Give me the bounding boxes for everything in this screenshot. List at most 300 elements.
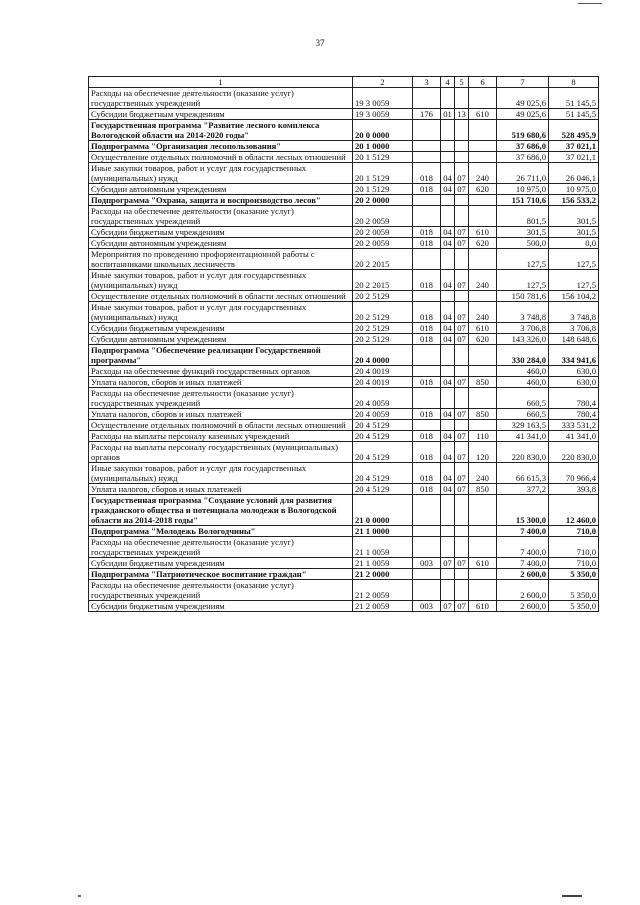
expense-type-cell bbox=[469, 388, 497, 409]
department-code-cell: 018 bbox=[413, 377, 441, 388]
expense-type-cell bbox=[469, 141, 497, 152]
target-article-cell: 20 2 5129 bbox=[353, 302, 413, 323]
expense-type-cell: 610 bbox=[469, 558, 497, 569]
subsection-code-cell: 07 bbox=[455, 463, 469, 484]
expense-type-cell bbox=[469, 152, 497, 163]
expense-name-cell: Субсидии автономным учреждениям bbox=[89, 334, 353, 345]
table-row bbox=[89, 388, 599, 409]
scan-mark-bottom-left bbox=[78, 895, 81, 897]
table-row bbox=[89, 195, 599, 206]
section-code-cell: 04 bbox=[441, 442, 455, 463]
subsection-code-cell: 07 bbox=[455, 484, 469, 495]
expense-type-cell bbox=[469, 537, 497, 558]
amount-year2-cell: 301,5 bbox=[549, 206, 599, 227]
subsection-code-cell: 07 bbox=[455, 227, 469, 238]
amount-year2-cell: 780,4 bbox=[549, 409, 599, 420]
expense-name-cell: Осуществление отдельных полномочий в области лесных отношений bbox=[89, 152, 353, 163]
expense-type-cell: 240 bbox=[469, 463, 497, 484]
expense-type-cell bbox=[469, 580, 497, 601]
expense-name-cell: Подпрограмма "Патриотическое воспитание граждан" bbox=[89, 569, 353, 580]
table-row bbox=[89, 120, 599, 141]
table-row bbox=[89, 163, 599, 184]
amount-year2-cell: 630,0 bbox=[549, 377, 599, 388]
department-code-cell bbox=[413, 580, 441, 601]
target-article-cell: 20 2 0059 bbox=[353, 206, 413, 227]
target-article-cell: 20 1 0000 bbox=[353, 141, 413, 152]
amount-year2-cell: 41 341,0 bbox=[549, 431, 599, 442]
header-cell: 4 bbox=[441, 77, 455, 88]
expense-type-cell bbox=[469, 420, 497, 431]
department-code-cell bbox=[413, 206, 441, 227]
expense-name-cell: Подпрограмма "Молодежь Вологодчины" bbox=[89, 526, 353, 537]
subsection-code-cell bbox=[455, 537, 469, 558]
expense-name-cell: Осуществление отдельных полномочий в области лесных отношений bbox=[89, 291, 353, 302]
table-row bbox=[89, 463, 599, 484]
department-code-cell bbox=[413, 291, 441, 302]
subsection-code-cell: 07 bbox=[455, 184, 469, 195]
section-code-cell bbox=[441, 420, 455, 431]
header-cell: 5 bbox=[455, 77, 469, 88]
amount-year1-cell: 37 686,0 bbox=[497, 141, 549, 152]
amount-year1-cell: 660,5 bbox=[497, 388, 549, 409]
target-article-cell: 20 4 0019 bbox=[353, 377, 413, 388]
scan-mark-bottom bbox=[562, 895, 582, 897]
expense-type-cell: 850 bbox=[469, 484, 497, 495]
target-article-cell: 21 0 0000 bbox=[353, 495, 413, 526]
expense-name-cell: Подпрограмма "Обеспечение реализации Государственной программы" bbox=[89, 345, 353, 366]
department-code-cell bbox=[413, 495, 441, 526]
table-row bbox=[89, 302, 599, 323]
amount-year2-cell: 127,5 bbox=[549, 249, 599, 270]
amount-year1-cell: 301,5 bbox=[497, 227, 549, 238]
target-article-cell: 20 2 2015 bbox=[353, 270, 413, 291]
department-code-cell bbox=[413, 120, 441, 141]
target-article-cell: 21 2 0000 bbox=[353, 569, 413, 580]
expense-name-cell: Расходы на обеспечение деятельности (оказание услуг) государственных учреждений bbox=[89, 206, 353, 227]
department-code-cell bbox=[413, 537, 441, 558]
expense-type-cell bbox=[469, 206, 497, 227]
expense-name-cell: Подпрограмма "Организация лесопользования" bbox=[89, 141, 353, 152]
department-code-cell bbox=[413, 345, 441, 366]
target-article-cell: 20 4 0059 bbox=[353, 388, 413, 409]
table-row bbox=[89, 141, 599, 152]
amount-year1-cell: 500,0 bbox=[497, 238, 549, 249]
expense-type-cell bbox=[469, 291, 497, 302]
subsection-code-cell: 07 bbox=[455, 270, 469, 291]
amount-year2-cell: 5 350,0 bbox=[549, 580, 599, 601]
target-article-cell: 21 2 0059 bbox=[353, 580, 413, 601]
amount-year2-cell: 3 748,8 bbox=[549, 302, 599, 323]
expense-type-cell: 110 bbox=[469, 431, 497, 442]
amount-year1-cell: 330 284,0 bbox=[497, 345, 549, 366]
department-code-cell bbox=[413, 249, 441, 270]
target-article-cell: 20 2 0000 bbox=[353, 195, 413, 206]
target-article-cell: 20 2 0059 bbox=[353, 227, 413, 238]
expense-type-cell bbox=[469, 195, 497, 206]
amount-year2-cell: 5 350,0 bbox=[549, 601, 599, 612]
target-article-cell: 21 1 0000 bbox=[353, 526, 413, 537]
table-row bbox=[89, 291, 599, 302]
department-code-cell: 018 bbox=[413, 323, 441, 334]
subsection-code-cell bbox=[455, 195, 469, 206]
table-row bbox=[89, 206, 599, 227]
section-code-cell bbox=[441, 580, 455, 601]
header-cell: 1 bbox=[89, 77, 353, 88]
amount-year1-cell: 329 163,5 bbox=[497, 420, 549, 431]
amount-year1-cell: 2 600,0 bbox=[497, 601, 549, 612]
page-number: 37 bbox=[315, 38, 325, 48]
amount-year1-cell: 151 710,6 bbox=[497, 195, 549, 206]
expense-name-cell: Расходы на обеспечение деятельности (оказание услуг) государственных учреждений bbox=[89, 88, 353, 109]
table-row bbox=[89, 420, 599, 431]
amount-year1-cell: 150 781,6 bbox=[497, 291, 549, 302]
expense-name-cell: Субсидии автономным учреждениям bbox=[89, 238, 353, 249]
subsection-code-cell bbox=[455, 388, 469, 409]
amount-year2-cell: 5 350,0 bbox=[549, 569, 599, 580]
table-row bbox=[89, 569, 599, 580]
expense-name-cell: Расходы на обеспечение деятельности (оказание услуг) государственных учреждений bbox=[89, 388, 353, 409]
expense-name-cell: Иные закупки товаров, работ и услуг для государственных (муниципальных) нужд bbox=[89, 302, 353, 323]
amount-year1-cell: 10 975,0 bbox=[497, 184, 549, 195]
table-row bbox=[89, 323, 599, 334]
table-row bbox=[89, 109, 599, 120]
target-article-cell: 20 2 5129 bbox=[353, 291, 413, 302]
department-code-cell bbox=[413, 141, 441, 152]
department-code-cell: 018 bbox=[413, 409, 441, 420]
expense-name-cell: Уплата налогов, сборов и иных платежей bbox=[89, 484, 353, 495]
amount-year2-cell: 780,4 bbox=[549, 388, 599, 409]
subsection-code-cell: 07 bbox=[455, 238, 469, 249]
section-code-cell bbox=[441, 495, 455, 526]
table-row bbox=[89, 345, 599, 366]
subsection-code-cell: 07 bbox=[455, 377, 469, 388]
amount-year1-cell: 15 300,0 bbox=[497, 495, 549, 526]
amount-year1-cell: 460,0 bbox=[497, 377, 549, 388]
table-row bbox=[89, 249, 599, 270]
target-article-cell: 20 4 0019 bbox=[353, 366, 413, 377]
amount-year2-cell: 0,0 bbox=[549, 238, 599, 249]
department-code-cell: 018 bbox=[413, 238, 441, 249]
amount-year1-cell: 37 686,0 bbox=[497, 152, 549, 163]
section-code-cell: 04 bbox=[441, 431, 455, 442]
table-row bbox=[89, 601, 599, 612]
section-code-cell bbox=[441, 291, 455, 302]
amount-year1-cell: 7 400,0 bbox=[497, 537, 549, 558]
section-code-cell: 04 bbox=[441, 334, 455, 345]
amount-year2-cell: 12 460,0 bbox=[549, 495, 599, 526]
expense-type-cell: 850 bbox=[469, 377, 497, 388]
section-code-cell bbox=[441, 569, 455, 580]
section-code-cell: 04 bbox=[441, 302, 455, 323]
expense-name-cell: Государственная программа "Развитие лесного комплекса Вологодской области на 2014-2020 годы" bbox=[89, 120, 353, 141]
scan-mark-top bbox=[578, 0, 602, 4]
expense-type-cell bbox=[469, 526, 497, 537]
subsection-code-cell bbox=[455, 366, 469, 377]
department-code-cell: 018 bbox=[413, 227, 441, 238]
section-code-cell: 04 bbox=[441, 270, 455, 291]
subsection-code-cell bbox=[455, 249, 469, 270]
department-code-cell: 018 bbox=[413, 163, 441, 184]
amount-year1-cell: 7 400,0 bbox=[497, 558, 549, 569]
subsection-code-cell: 07 bbox=[455, 442, 469, 463]
subsection-code-cell: 07 bbox=[455, 558, 469, 569]
amount-year1-cell: 127,5 bbox=[497, 270, 549, 291]
expense-name-cell: Осуществление отдельных полномочий в области лесных отношений bbox=[89, 420, 353, 431]
section-code-cell bbox=[441, 120, 455, 141]
amount-year2-cell: 710,0 bbox=[549, 558, 599, 569]
target-article-cell: 20 4 0000 bbox=[353, 345, 413, 366]
header-cell: 2 bbox=[353, 77, 413, 88]
expense-name-cell: Государственная программа "Создание условий для развития гражданского общества и потенциала молодежи в Вологодской области на 2014-2018 годы" bbox=[89, 495, 353, 526]
amount-year2-cell: 334 941,6 bbox=[549, 345, 599, 366]
section-code-cell: 04 bbox=[441, 163, 455, 184]
amount-year1-cell: 3 748,8 bbox=[497, 302, 549, 323]
department-code-cell bbox=[413, 152, 441, 163]
expense-type-cell bbox=[469, 569, 497, 580]
section-code-cell: 04 bbox=[441, 184, 455, 195]
department-code-cell: 018 bbox=[413, 302, 441, 323]
subsection-code-cell: 07 bbox=[455, 334, 469, 345]
amount-year1-cell: 220 830,0 bbox=[497, 442, 549, 463]
header-cell: 8 bbox=[549, 77, 599, 88]
subsection-code-cell bbox=[455, 345, 469, 366]
table-row bbox=[89, 152, 599, 163]
target-article-cell: 20 4 5129 bbox=[353, 420, 413, 431]
subsection-code-cell bbox=[455, 88, 469, 109]
department-code-cell: 018 bbox=[413, 463, 441, 484]
subsection-code-cell: 07 bbox=[455, 431, 469, 442]
amount-year2-cell: 528 495,9 bbox=[549, 120, 599, 141]
target-article-cell: 20 4 5129 bbox=[353, 463, 413, 484]
expense-type-cell: 240 bbox=[469, 270, 497, 291]
subsection-code-cell bbox=[455, 291, 469, 302]
table-row bbox=[89, 409, 599, 420]
target-article-cell: 20 4 5129 bbox=[353, 442, 413, 463]
table-body bbox=[89, 77, 599, 612]
section-code-cell bbox=[441, 141, 455, 152]
table-row bbox=[89, 88, 599, 109]
target-article-cell: 20 1 5129 bbox=[353, 163, 413, 184]
amount-year1-cell: 2 600,0 bbox=[497, 569, 549, 580]
department-code-cell: 018 bbox=[413, 334, 441, 345]
expense-name-cell: Уплата налогов, сборов и иных платежей bbox=[89, 377, 353, 388]
expense-name-cell: Субсидии бюджетным учреждениям bbox=[89, 323, 353, 334]
expense-type-cell: 610 bbox=[469, 109, 497, 120]
department-code-cell bbox=[413, 195, 441, 206]
subsection-code-cell bbox=[455, 120, 469, 141]
expense-name-cell: Мероприятия по проведению профориентационной работы с воспитанниками школьных лесничеств bbox=[89, 249, 353, 270]
amount-year2-cell: 220 830,0 bbox=[549, 442, 599, 463]
amount-year1-cell: 7 400,0 bbox=[497, 526, 549, 537]
table-row bbox=[89, 334, 599, 345]
department-code-cell: 018 bbox=[413, 184, 441, 195]
department-code-cell bbox=[413, 569, 441, 580]
section-code-cell bbox=[441, 195, 455, 206]
amount-year2-cell: 156 533,2 bbox=[549, 195, 599, 206]
amount-year1-cell: 41 341,0 bbox=[497, 431, 549, 442]
expense-type-cell: 620 bbox=[469, 334, 497, 345]
target-article-cell: 21 1 0059 bbox=[353, 537, 413, 558]
table-header-row bbox=[89, 77, 599, 88]
expense-type-cell bbox=[469, 495, 497, 526]
amount-year2-cell: 10 975,0 bbox=[549, 184, 599, 195]
target-article-cell: 19 3 0059 bbox=[353, 88, 413, 109]
amount-year2-cell: 51 145,5 bbox=[549, 109, 599, 120]
expense-name-cell: Расходы на выплаты персоналу казенных учреждений bbox=[89, 431, 353, 442]
table-row bbox=[89, 366, 599, 377]
amount-year2-cell: 26 046,1 bbox=[549, 163, 599, 184]
amount-year1-cell: 49 025,6 bbox=[497, 88, 549, 109]
target-article-cell: 20 2 2015 bbox=[353, 249, 413, 270]
amount-year2-cell: 70 966,4 bbox=[549, 463, 599, 484]
expense-name-cell: Расходы на обеспечение деятельности (оказание услуг) государственных учреждений bbox=[89, 537, 353, 558]
amount-year1-cell: 519 680,6 bbox=[497, 120, 549, 141]
target-article-cell: 19 3 0059 bbox=[353, 109, 413, 120]
subsection-code-cell bbox=[455, 526, 469, 537]
department-code-cell bbox=[413, 366, 441, 377]
amount-year1-cell: 801,5 bbox=[497, 206, 549, 227]
section-code-cell bbox=[441, 366, 455, 377]
amount-year1-cell: 2 600,0 bbox=[497, 580, 549, 601]
expense-type-cell: 610 bbox=[469, 227, 497, 238]
expense-name-cell: Расходы на обеспечение деятельности (оказание услуг) государственных учреждений bbox=[89, 580, 353, 601]
table-row bbox=[89, 537, 599, 558]
section-code-cell: 01 bbox=[441, 109, 455, 120]
department-code-cell bbox=[413, 420, 441, 431]
expense-name-cell: Иные закупки товаров, работ и услуг для государственных (муниципальных) нужд bbox=[89, 463, 353, 484]
target-article-cell: 20 2 5129 bbox=[353, 334, 413, 345]
department-code-cell: 003 bbox=[413, 558, 441, 569]
subsection-code-cell bbox=[455, 580, 469, 601]
amount-year1-cell: 377,2 bbox=[497, 484, 549, 495]
amount-year1-cell: 127,5 bbox=[497, 249, 549, 270]
table-row bbox=[89, 270, 599, 291]
section-code-cell: 04 bbox=[441, 484, 455, 495]
expense-name-cell: Субсидии автономным учреждениям bbox=[89, 184, 353, 195]
amount-year2-cell: 37 021,1 bbox=[549, 152, 599, 163]
expense-type-cell bbox=[469, 249, 497, 270]
amount-year2-cell: 127,5 bbox=[549, 270, 599, 291]
target-article-cell: 20 2 5129 bbox=[353, 323, 413, 334]
expense-name-cell: Субсидии бюджетным учреждениям bbox=[89, 109, 353, 120]
section-code-cell bbox=[441, 345, 455, 366]
section-code-cell: 04 bbox=[441, 409, 455, 420]
section-code-cell: 07 bbox=[441, 558, 455, 569]
subsection-code-cell: 07 bbox=[455, 163, 469, 184]
table-row bbox=[89, 558, 599, 569]
amount-year1-cell: 26 711,0 bbox=[497, 163, 549, 184]
section-code-cell bbox=[441, 152, 455, 163]
amount-year1-cell: 66 615,3 bbox=[497, 463, 549, 484]
section-code-cell bbox=[441, 537, 455, 558]
table-row bbox=[89, 526, 599, 537]
section-code-cell: 04 bbox=[441, 227, 455, 238]
expense-name-cell: Расходы на обеспечение функций государственных органов bbox=[89, 366, 353, 377]
expense-name-cell: Подпрограмма "Охрана, защита и воспроизводство лесов" bbox=[89, 195, 353, 206]
subsection-code-cell: 13 bbox=[455, 109, 469, 120]
target-article-cell: 20 4 5129 bbox=[353, 431, 413, 442]
target-article-cell: 20 2 0059 bbox=[353, 238, 413, 249]
expense-type-cell bbox=[469, 88, 497, 109]
amount-year2-cell: 156 104,2 bbox=[549, 291, 599, 302]
header-cell: 3 bbox=[413, 77, 441, 88]
amount-year2-cell: 301,5 bbox=[549, 227, 599, 238]
section-code-cell bbox=[441, 206, 455, 227]
section-code-cell: 04 bbox=[441, 323, 455, 334]
department-code-cell: 018 bbox=[413, 442, 441, 463]
amount-year1-cell: 3 706,8 bbox=[497, 323, 549, 334]
subsection-code-cell bbox=[455, 569, 469, 580]
table-row bbox=[89, 495, 599, 526]
amount-year2-cell: 3 706,8 bbox=[549, 323, 599, 334]
target-article-cell: 20 1 5129 bbox=[353, 184, 413, 195]
target-article-cell: 21 2 0059 bbox=[353, 601, 413, 612]
table-row bbox=[89, 484, 599, 495]
header-cell: 7 bbox=[497, 77, 549, 88]
table-row bbox=[89, 238, 599, 249]
section-code-cell: 04 bbox=[441, 463, 455, 484]
department-code-cell bbox=[413, 526, 441, 537]
section-code-cell: 07 bbox=[441, 601, 455, 612]
target-article-cell: 20 1 5129 bbox=[353, 152, 413, 163]
expense-name-cell: Уплата налогов, сборов и иных платежей bbox=[89, 409, 353, 420]
section-code-cell: 04 bbox=[441, 238, 455, 249]
header-cell: 6 bbox=[469, 77, 497, 88]
expense-name-cell: Субсидии бюджетным учреждениям bbox=[89, 558, 353, 569]
department-code-cell: 018 bbox=[413, 484, 441, 495]
amount-year2-cell: 51 145,5 bbox=[549, 88, 599, 109]
amount-year2-cell: 333 531,2 bbox=[549, 420, 599, 431]
expense-type-cell: 120 bbox=[469, 442, 497, 463]
expense-name-cell: Иные закупки товаров, работ и услуг для государственных (муниципальных) нужд bbox=[89, 163, 353, 184]
subsection-code-cell: 07 bbox=[455, 409, 469, 420]
table-row bbox=[89, 431, 599, 442]
table-row bbox=[89, 377, 599, 388]
amount-year2-cell: 630,0 bbox=[549, 366, 599, 377]
section-code-cell bbox=[441, 88, 455, 109]
department-code-cell: 018 bbox=[413, 270, 441, 291]
subsection-code-cell bbox=[455, 206, 469, 227]
subsection-code-cell bbox=[455, 420, 469, 431]
expense-type-cell: 620 bbox=[469, 184, 497, 195]
expense-type-cell: 610 bbox=[469, 323, 497, 334]
table-row bbox=[89, 580, 599, 601]
expense-type-cell bbox=[469, 366, 497, 377]
target-article-cell: 20 4 5129 bbox=[353, 484, 413, 495]
table-row bbox=[89, 184, 599, 195]
department-code-cell: 003 bbox=[413, 601, 441, 612]
target-article-cell: 20 4 0059 bbox=[353, 409, 413, 420]
amount-year1-cell: 143 326,0 bbox=[497, 334, 549, 345]
target-article-cell: 21 1 0059 bbox=[353, 558, 413, 569]
expense-name-cell: Субсидии бюджетным учреждениям bbox=[89, 601, 353, 612]
subsection-code-cell: 07 bbox=[455, 601, 469, 612]
amount-year2-cell: 710,0 bbox=[549, 526, 599, 537]
department-code-cell bbox=[413, 88, 441, 109]
department-code-cell: 176 bbox=[413, 109, 441, 120]
subsection-code-cell bbox=[455, 141, 469, 152]
expense-type-cell: 240 bbox=[469, 163, 497, 184]
amount-year2-cell: 710,0 bbox=[549, 537, 599, 558]
expense-name-cell: Иные закупки товаров, работ и услуг для государственных (муниципальных) нужд bbox=[89, 270, 353, 291]
target-article-cell: 20 0 0000 bbox=[353, 120, 413, 141]
department-code-cell: 018 bbox=[413, 431, 441, 442]
expense-type-cell bbox=[469, 345, 497, 366]
subsection-code-cell bbox=[455, 495, 469, 526]
amount-year1-cell: 49 025,6 bbox=[497, 109, 549, 120]
amount-year2-cell: 37 021,1 bbox=[549, 141, 599, 152]
department-code-cell bbox=[413, 388, 441, 409]
